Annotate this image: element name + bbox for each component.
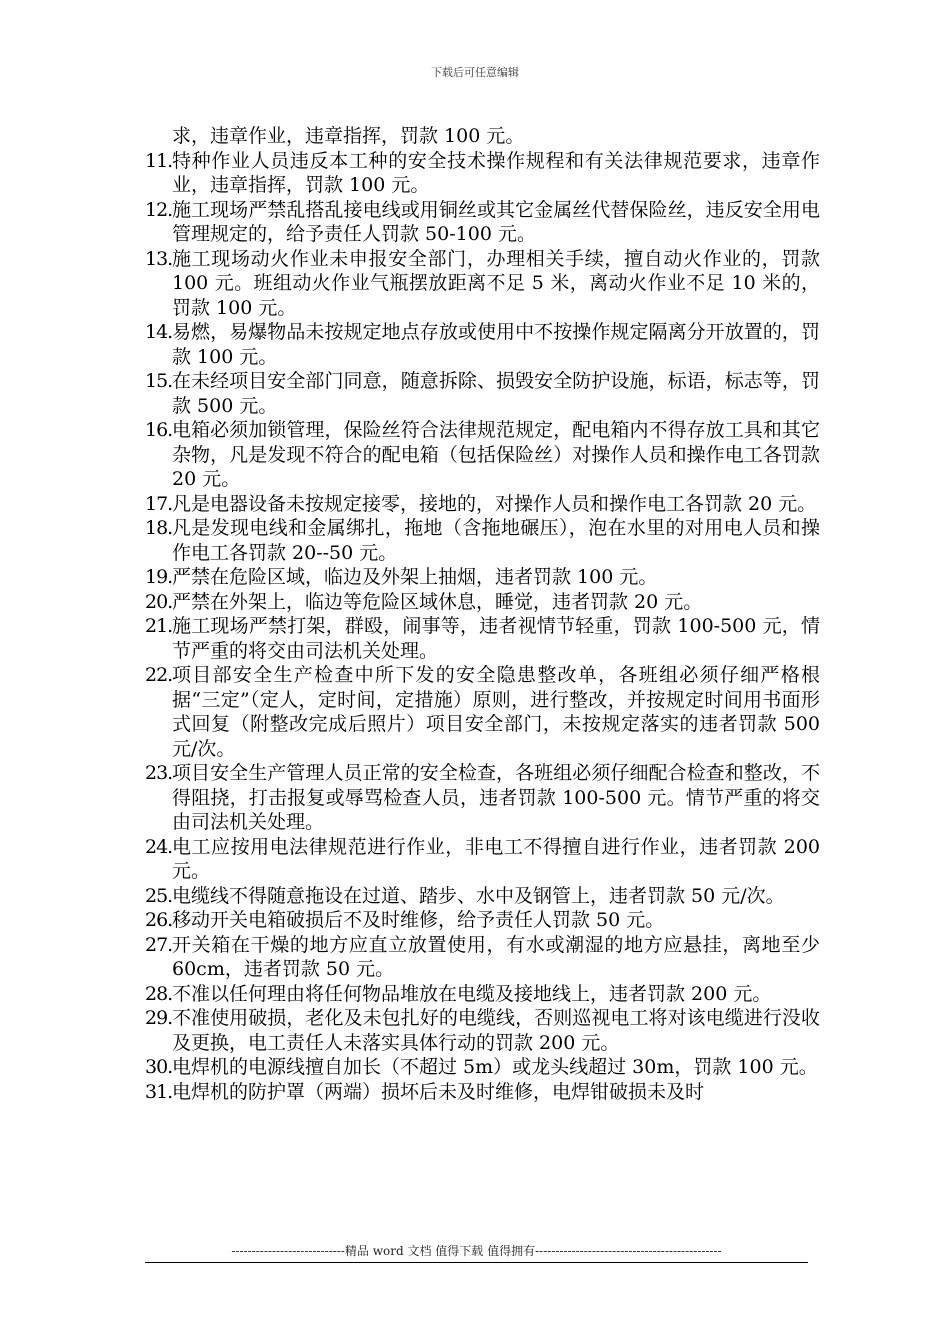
item-number: 20. bbox=[145, 590, 173, 613]
rule-list bbox=[145, 149, 820, 1105]
list-item bbox=[145, 369, 820, 418]
item-text: 开关箱在干燥的地方应直立放置使用，有水或潮湿的地方应悬挂，离地至少 60cm，违者罚款 50 元。 bbox=[172, 933, 820, 980]
item-text: 严禁在外架上，临边等危险区域休息，睡觉，违者罚款 20 元。 bbox=[172, 590, 703, 613]
item-text: 电焊机的防护罩（两端）损坏后未及时维修，电焊钳破损未及时 bbox=[172, 1080, 705, 1103]
item-text: 特种作业人员违反本工种的安全技术操作规程和有关法律规范要求，违章作业，违章指挥，罚款 100 元。 bbox=[172, 149, 820, 196]
list-item bbox=[145, 516, 820, 565]
page-header: 下载后可任意编辑 bbox=[431, 66, 519, 79]
item-text: 电焊机的电源线擅自加长（不超过 5m）或龙头线超过 30m，罚款 100 元。 bbox=[172, 1056, 818, 1078]
item-number: 18. bbox=[145, 517, 173, 539]
item-text: 在未经项目安全部门同意，随意拆除、损毁安全防护设施，标语，标志等，罚款 500 元。 bbox=[172, 370, 820, 417]
list-item bbox=[145, 1080, 820, 1105]
list-item bbox=[145, 492, 820, 517]
item-number: 11. bbox=[145, 149, 173, 172]
list-item bbox=[145, 247, 820, 321]
list-item bbox=[145, 982, 820, 1007]
item-number: 21. bbox=[145, 615, 173, 637]
document-body bbox=[145, 124, 820, 1104]
item-number: 28. bbox=[145, 982, 173, 1005]
item-text: 项目安全生产管理人员正常的安全检查，各班组必须仔细配合检查和整改，不得阻挠，打击报复或辱骂检查人员，违者罚款 100-500 元。情节严重的将交由司法机关处理。 bbox=[172, 762, 820, 833]
item-text: 移动开关电箱破损后不及时维修，给予责任人罚款 50 元。 bbox=[172, 909, 665, 931]
item-text: 项目部安全生产检查中所下发的安全隐患整改单，各班组必须仔细严格根据“三定”（定人，定时间，定措施）原则，进行整改，并按规定时间用书面形式回复（附整改完成后照片）项目安全部门，未按规定落实的违者罚款 500 元/次。 bbox=[172, 664, 820, 760]
list-item bbox=[145, 933, 820, 982]
list-item bbox=[145, 198, 820, 247]
item-number: 12. bbox=[145, 198, 173, 221]
list-item bbox=[145, 761, 820, 835]
list-item bbox=[145, 835, 820, 884]
item-number: 26. bbox=[145, 909, 173, 931]
item-number: 31. bbox=[145, 1080, 173, 1103]
item-number: 19. bbox=[145, 566, 173, 588]
item-text: 易燃，易爆物品未按规定地点存放或使用中不按操作规定隔离分开放置的，罚款 100 元。 bbox=[172, 321, 820, 368]
list-item bbox=[145, 320, 820, 369]
item-text: 不准使用破损，老化及未包扎好的电缆线，否则巡视电工将对该电缆进行没收及更换，电工责任人未落实具体行动的罚款 200 元。 bbox=[172, 1007, 820, 1054]
item-text: 施工现场严禁打架，群殴，闹事等，违者视情节轻重，罚款 100-500 元，情节严重的将交由司法机关处理。 bbox=[172, 615, 820, 662]
item-number: 14. bbox=[145, 321, 173, 343]
item-text: 不准以任何理由将任何物品堆放在电缆及接地线上，违者罚款 200 元。 bbox=[172, 982, 772, 1005]
list-item bbox=[145, 663, 820, 761]
item-number: 17. bbox=[145, 492, 173, 515]
list-item bbox=[145, 908, 820, 933]
list-item bbox=[145, 1055, 820, 1080]
list-item bbox=[145, 1006, 820, 1055]
item-text: 电箱必须加锁管理，保险丝符合法律规范规定，配电箱内不得存放工具和其它杂物，凡是发现不符合的配电箱（包括保险丝）对操作人员和操作电工各罚款 20 元。 bbox=[172, 419, 820, 490]
footer-rule bbox=[145, 1262, 808, 1263]
item-number: 15. bbox=[145, 370, 173, 392]
list-item bbox=[145, 884, 820, 909]
list-item bbox=[145, 614, 820, 663]
continued-line: 求，违章作业，违章指挥，罚款 100 元。 bbox=[172, 125, 525, 147]
item-number: 16. bbox=[145, 419, 173, 441]
item-text: 严禁在危险区域，临边及外架上抽烟，违者罚款 100 元。 bbox=[172, 566, 658, 588]
item-text: 凡是电器设备未按规定接零，接地的，对操作人员和操作电工各罚款 20 元。 bbox=[172, 492, 817, 515]
item-text: 凡是发现电线和金属绑扎，拖地（含拖地碾压），泡在水里的对用电人员和操作电工各罚款 20--50 元。 bbox=[172, 517, 820, 564]
list-item bbox=[145, 149, 820, 198]
item-number: 29. bbox=[145, 1007, 173, 1029]
item-text: 电工应按用电法律规范进行作业，非电工不得擅自进行作业，违者罚款 200 元。 bbox=[172, 835, 820, 882]
item-text: 电缆线不得随意拖设在过道、踏步、水中及钢管上，违者罚款 50 元/次。 bbox=[172, 884, 785, 907]
item-number: 30. bbox=[145, 1056, 173, 1078]
list-item bbox=[145, 565, 820, 590]
item-number: 23. bbox=[145, 762, 173, 784]
list-item bbox=[145, 418, 820, 492]
item-number: 22. bbox=[145, 664, 173, 686]
page-footer: ----------------------------精品 word 文档 值得下载 值得拥有---------------------------------------------- bbox=[231, 1244, 722, 1258]
item-text: 施工现场严禁乱搭乱接电线或用铜丝或其它金属丝代替保险丝，违反安全用电管理规定的，给予责任人罚款 50-100 元。 bbox=[172, 198, 820, 245]
list-item bbox=[145, 590, 820, 615]
item-number: 13. bbox=[145, 247, 173, 270]
item-text: 施工现场动火作业未申报安全部门，办理相关手续，擅自动火作业的，罚款 100 元。班组动火作业气瓶摆放距离不足 5 米，离动火作业不足 10 米的，罚款 100 元。 bbox=[172, 247, 820, 319]
item-number: 24. bbox=[145, 835, 173, 858]
item-number: 25. bbox=[145, 884, 173, 907]
item-number: 27. bbox=[145, 933, 173, 956]
